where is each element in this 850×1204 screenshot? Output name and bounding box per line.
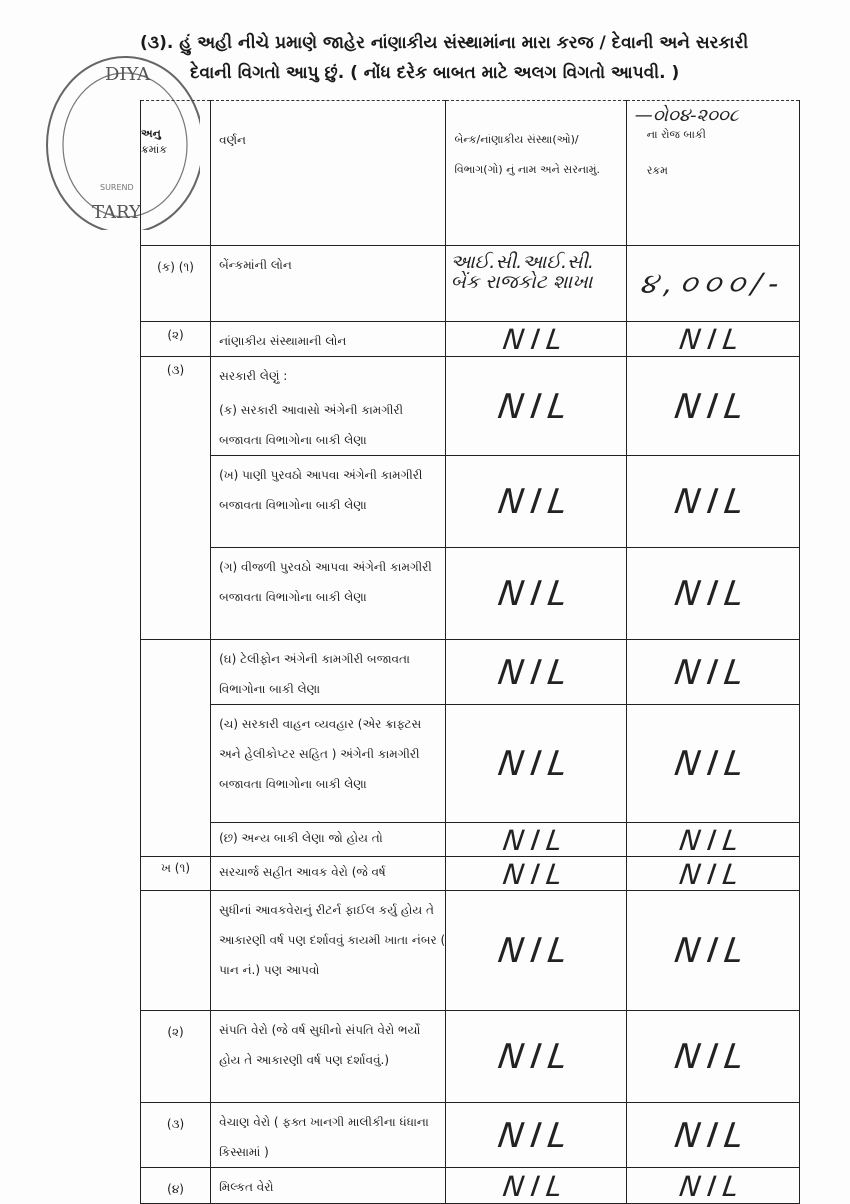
row-amount-nil: NIL bbox=[618, 891, 808, 1011]
header-kramank: ક્રમાંક bbox=[141, 143, 167, 156]
row-description: (છ) અન્ય બાકી લેણા જો હોય તો bbox=[211, 823, 446, 857]
row-description: (ખ) પાણી પુરવઠો આપવા અંગેની કામગીરી બજાવતા વિભાગોના બાકી લેણા bbox=[211, 456, 446, 548]
row-serial: (ક) (૧) bbox=[141, 246, 211, 322]
table-row bbox=[141, 548, 800, 640]
row-amount-nil: NIL bbox=[618, 705, 808, 823]
row-amount-nil: NIL bbox=[619, 357, 806, 456]
table-row bbox=[141, 640, 800, 705]
table-row bbox=[141, 705, 800, 823]
table-row bbox=[141, 456, 800, 548]
section-heading bbox=[140, 28, 820, 88]
row-description: સુધીનાં આવકવેરાનું રીટર્ન ફાઈલ કર્યુ હોય તે આકારણી વર્ષ પણ દર્શાવવું કાયમી ખાતા નંબર ( પાન નં.) પણ આપવો bbox=[211, 891, 446, 1011]
header-date-suffix: ના રોજ બાકી bbox=[646, 128, 706, 141]
row-description: (ગ) વીજળી પુરવઠો આપવા અંગેની કામગીરી બજાવતા વિભાગોના બાકી લેણા bbox=[211, 548, 446, 640]
row-serial: (૩) bbox=[141, 357, 211, 640]
table-row bbox=[141, 1011, 800, 1103]
row-serial: (૨) bbox=[141, 322, 211, 357]
row-amount-nil: NIL bbox=[620, 548, 806, 640]
row-amount-nil: NIL bbox=[620, 1011, 806, 1103]
row-bank-nil: NIL bbox=[443, 322, 628, 357]
table-row bbox=[141, 357, 800, 392]
heading-line-2: દેવાની વિગતો આપુ છું. ( નોંધ દરેક બાબત માટે અલગ વિગતો આપવી. ) bbox=[190, 63, 680, 83]
row-serial: ખ (૧) bbox=[141, 857, 211, 891]
row-description: સંપતિ વેરો (જે વર્ષ સુધીનો સંપતિ વેરો ભર્યો હોય તે આકારણી વર્ષ પણ દર્શાવવું.) bbox=[211, 1011, 446, 1103]
row-bank-nil: NIL bbox=[444, 823, 629, 857]
row-serial: (૪) bbox=[141, 1168, 211, 1204]
header-rakam: રકમ bbox=[646, 164, 668, 177]
header-bank: બેન્ક/નાંણાકીય સંસ્થા(ઓ)/વિભાગ(ગો) નું નામ અને સરનામું. bbox=[446, 101, 626, 246]
header-anu: અનુ bbox=[141, 127, 161, 140]
row-amount-handwritten: ૪,૦૦૦/- bbox=[621, 246, 805, 322]
heading-line-1: (૩). હું અહી નીચે પ્રમાણે જાહેર નાંણાકીય સંસ્થામાંના મારા કરજ / દેવાની અને સરકારી bbox=[140, 33, 749, 53]
table-header-row bbox=[141, 101, 800, 246]
seal-text-bottom: TARY bbox=[92, 202, 141, 223]
table-row bbox=[141, 322, 800, 357]
row-description: નાંણાકીય સંસ્થામાની લોન bbox=[211, 322, 446, 357]
row-amount-nil: NIL bbox=[622, 1103, 804, 1168]
row-serial: (૨) bbox=[141, 1011, 211, 1103]
row-description: (ઘ) ટેલીફોન અંગેની કામગીરી બજાવતા વિભાગોના બાકી લેણા bbox=[211, 640, 446, 705]
row-description: બેંન્કમાંની લોન bbox=[211, 246, 446, 322]
seal-text-mid: SUREND bbox=[100, 183, 134, 192]
table-row bbox=[141, 823, 800, 857]
table-row bbox=[141, 1168, 800, 1204]
table-row bbox=[141, 891, 800, 1011]
row-bank-nil: NIL bbox=[439, 357, 633, 456]
row-bank-nil: NIL bbox=[439, 548, 632, 640]
table-row bbox=[141, 246, 800, 322]
row-bank-nil: NIL bbox=[441, 1103, 630, 1168]
row-description: (ચ) સરકારી વાહન વ્યવહાર (એર ક્રાફ્ટસ અને હેલીકોપ્ટર સહિત ) અંગેની કામગીરી બજાવતા વિભાગોના બાકી લેણા bbox=[211, 705, 446, 823]
row-description: (ક) સરકારી આવાસો અંગેની કામગીરી બજાવતા વિભાગોના બાકી લેણા bbox=[211, 391, 446, 456]
header-varnan: વર્ણન bbox=[211, 101, 446, 246]
row-amount-nil: NIL bbox=[622, 640, 804, 705]
row-bank-nil: NIL bbox=[438, 705, 635, 823]
row-amount-nil: NIL bbox=[624, 322, 802, 357]
seal-text-top: DIYA bbox=[105, 64, 151, 85]
row-bank-nil: NIL bbox=[441, 640, 630, 705]
row-serial bbox=[141, 640, 211, 857]
row-amount-nil: NIL bbox=[624, 823, 802, 857]
header-amount bbox=[626, 101, 799, 246]
row-serial bbox=[141, 891, 211, 1011]
row-description: સરકારી લેણું : bbox=[211, 357, 446, 392]
header-serial bbox=[141, 101, 211, 246]
row-bank-handwritten: આઈ.સી.આઈ.સી. બેંક રાજકોટ શાખા bbox=[446, 246, 626, 322]
row-description: વેચાણ વેરો ( ફક્ત ખાનગી માલીકીના ધંધાના કિસ્સામાં ) bbox=[211, 1103, 446, 1168]
row-description: મિલ્કત વેરો bbox=[211, 1168, 446, 1204]
row-bank-nil: NIL bbox=[443, 1168, 628, 1204]
header-date-handwritten: —૦ો૦૪-૨૦૦૮ bbox=[634, 105, 739, 126]
table-row bbox=[141, 857, 800, 891]
table-row bbox=[141, 1103, 800, 1168]
row-bank-nil: NIL bbox=[439, 456, 632, 548]
row-serial: (૩) bbox=[141, 1103, 211, 1168]
row-description: સરચાર્જ સહીત આવક વેરો (જે વર્ષ bbox=[211, 857, 446, 891]
row-amount-nil: NIL bbox=[624, 1168, 802, 1204]
row-bank-nil: NIL bbox=[439, 1011, 632, 1103]
row-bank-nil: NIL bbox=[438, 891, 635, 1011]
row-amount-nil: NIL bbox=[624, 857, 802, 891]
liabilities-table bbox=[140, 100, 800, 1204]
row-amount-nil: NIL bbox=[620, 456, 806, 548]
row-bank-nil: NIL bbox=[444, 857, 629, 891]
